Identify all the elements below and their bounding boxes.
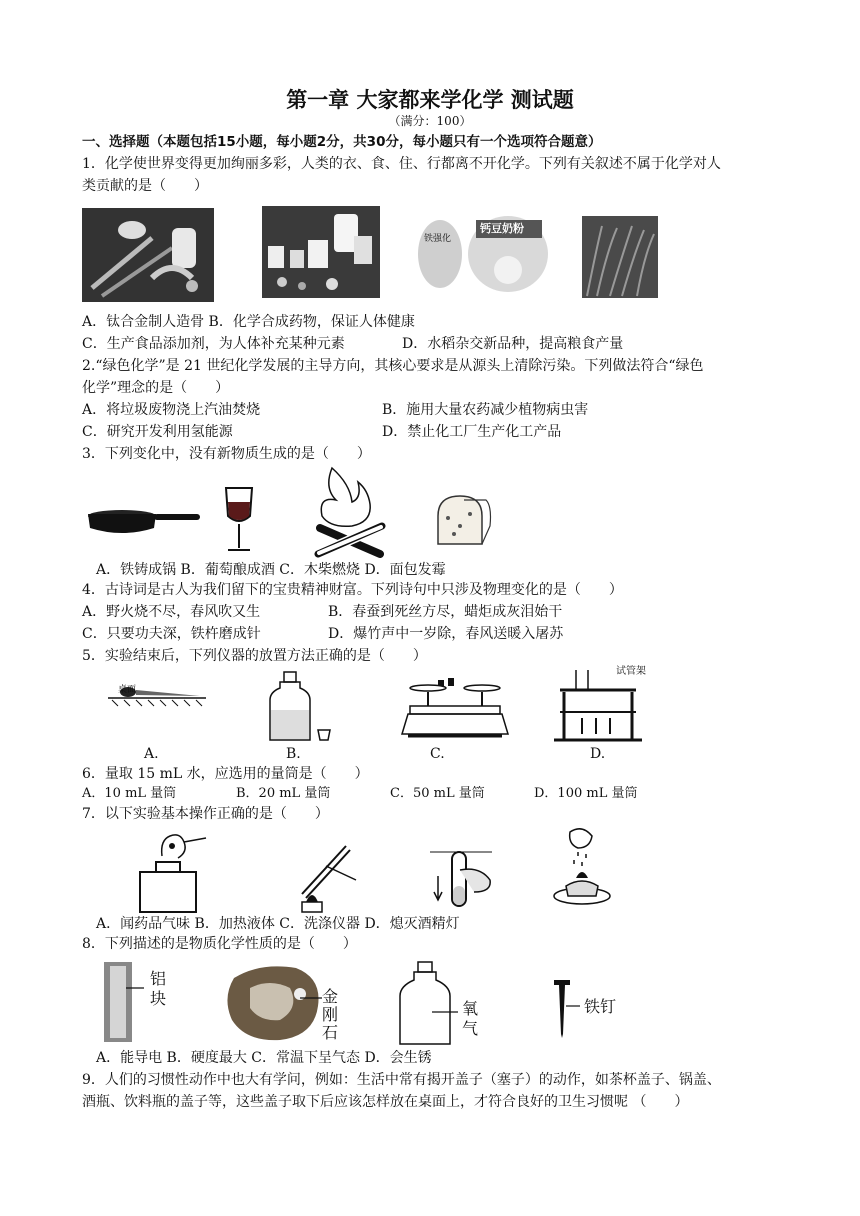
q5-option-b: B.	[286, 746, 301, 762]
q8-stem: 8．下列描述的是物质化学性质的是（ ）	[82, 936, 357, 952]
washing-test-tube-icon	[430, 852, 492, 906]
q3-stem: 3．下列变化中，没有新物质生成的是（ ）	[82, 446, 371, 462]
aluminum-label-1: 铝	[150, 969, 167, 988]
q2-stem-line2: 化学”理念的是（ ）	[82, 380, 230, 396]
food-additive-photo	[416, 212, 550, 296]
q4-option-d: D．爆竹声中一岁除，春风送暖入屠苏	[328, 626, 564, 642]
q5-option-a: A.	[144, 746, 159, 762]
diamond-label-3: 石	[322, 1023, 339, 1042]
wine-glass-icon	[226, 488, 252, 550]
q4-option-b: B．春蚕到死丝方尽，蜡炬成灰泪始干	[328, 604, 563, 620]
test-tube-rack-icon	[554, 670, 642, 740]
aluminum-label-2: 块	[150, 989, 167, 1008]
q5-option-d: D.	[590, 746, 606, 762]
moldy-bread-icon	[438, 496, 491, 544]
reagent-bottle-icon	[270, 672, 330, 740]
q2-option-a: A．将垃圾废物浇上汽油焚烧	[82, 402, 261, 418]
rice-photo	[582, 216, 658, 298]
q8-figures	[100, 958, 660, 1048]
calcium-milk-text: 钙豆奶粉	[480, 222, 524, 235]
titanium-bone-photo	[82, 208, 214, 302]
q1-option-c: C．生产食品添加剂，为人体补充某种元素	[82, 336, 345, 352]
q6-option-d: D．100 mL 量筒	[534, 786, 638, 801]
q2-stem-line1: 2.“绿色化学”是 21 世纪化学发展的主导方向，其核心要求是从源头上清除污染。下列做法符合“绿色	[82, 358, 704, 374]
page-title: 第一章 大家都来学化学 测试题	[286, 88, 574, 112]
q5-stem: 5．实验结束后，下列仪器的放置方法正确的是（ ）	[82, 648, 427, 664]
q4-stem: 4．古诗词是古人为我们留下的宝贵精神财富。下列诗句中只涉及物理变化的是（ ）	[82, 582, 623, 598]
q4-option-c: C．只要功夫深，铁杵磨成针	[82, 626, 261, 642]
extinguish-lamp-icon	[554, 829, 610, 904]
q2-option-c: C．研究开发利用氢能源	[82, 424, 233, 440]
q4-option-a: A．野火烧不尽，春风吹又生	[82, 604, 261, 620]
iron-pan-icon	[88, 510, 200, 533]
heating-liquid-icon	[302, 846, 356, 912]
q9-stem-line1: 9．人们的习惯性动作中也大有学问，例如：生活中常有揭开盖子（塞子）的动作，如茶杯盖子、锅盖、	[82, 1072, 721, 1088]
q6-option-a: A．10 mL 量筒	[82, 786, 177, 801]
q7-stem: 7．以下实验基本操作正确的是（ ）	[82, 806, 329, 822]
q1-stem-line1: 1．化学使世界变得更加绚丽多彩，人类的衣、食、住、行都离不开化学。下列有关叙述不属于化学对人	[82, 156, 721, 172]
burning-wood-icon	[318, 468, 382, 554]
q1-stem-line2: 类贡献的是（ ）	[82, 178, 208, 194]
oxygen-label-2: 气	[462, 1019, 479, 1038]
iron-nail-icon	[554, 980, 580, 1038]
oxygen-bottle-icon	[400, 962, 458, 1044]
iron-fortified-text: 铁强化	[424, 234, 452, 244]
q5-option-c: C.	[430, 746, 445, 762]
diamond-icon	[227, 966, 322, 1040]
q6-option-c: C．50 mL 量筒	[390, 786, 485, 801]
q2-option-b: B．施用大量农药减少植物病虫害	[382, 402, 589, 418]
page-subtitle: （满分：100）	[388, 114, 472, 128]
titanium-bone-illustration	[82, 208, 214, 302]
balance-scale-icon	[402, 678, 508, 736]
iron-nail-label: 铁钉	[584, 997, 617, 1016]
q1-option-d: D．水稻杂交新品种，提高粮食产量	[402, 336, 624, 352]
rack-label: 试管架	[616, 666, 646, 677]
q9-stem-line2: 酒瓶、饮料瓶的盖子等，这些盖子取下后应该怎样放在桌面上，才符合良好的卫生习惯呢 （ ）	[82, 1094, 689, 1110]
rice-illustration	[582, 216, 658, 298]
q6-stem: 6．量取 15 mL 水，应选用的量筒是（ ）	[82, 766, 369, 782]
q7-figures	[130, 826, 630, 914]
diamond-label-2: 刚	[322, 1005, 339, 1024]
oxygen-label-1: 氧	[462, 999, 479, 1018]
q6-option-b: B．20 mL 量筒	[236, 786, 331, 801]
aluminum-block-icon	[104, 962, 144, 1042]
desk-label: 桌面	[118, 685, 137, 695]
diamond-label-1: 金	[322, 987, 339, 1006]
q5-figures	[108, 670, 648, 746]
q1-options-ab: A．钛合金制人造骨 B．化学合成药物，保证人体健康	[82, 314, 415, 330]
q3-figures	[82, 466, 522, 562]
q2-option-d: D．禁止化工厂生产化工产品	[382, 424, 562, 440]
section-heading: 一、选择题（本题包括15小题，每小题2分，共30分，每小题只有一个选项符合题意）	[82, 134, 602, 150]
q8-options: A．能导电 B．硬度最大 C．常温下呈气态 D．会生锈	[96, 1050, 432, 1066]
medicine-photo	[262, 206, 380, 298]
smelling-chemical-icon	[140, 835, 206, 912]
q3-options: A．铁铸成锅 B．葡萄酿成酒 C．木柴燃烧 D．面包发霉	[96, 562, 446, 578]
medicine-illustration	[262, 206, 380, 298]
q7-options: A．闻药品气味 B．加热液体 C．洗涤仪器 D．熄灭酒精灯	[96, 916, 460, 932]
